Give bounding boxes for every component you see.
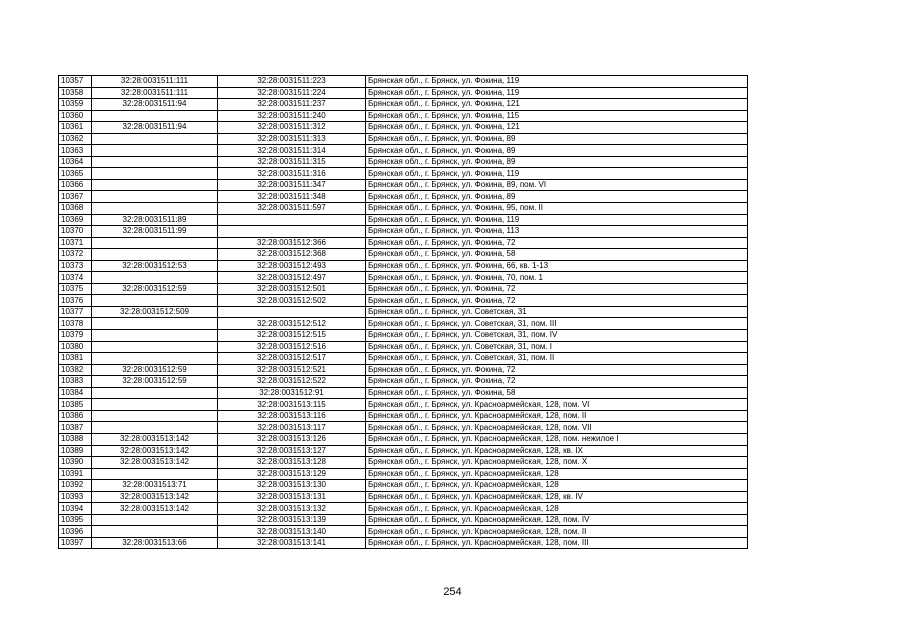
cadastral-number-cell: 32:28:0031511:314 [218,145,366,157]
page-number: 254 [443,586,462,598]
cadastral-number-cell: 32:28:0031511:224 [218,87,366,99]
parent-cadastral-number-cell [92,203,218,215]
row-number-cell: 10383 [59,376,92,388]
parent-cadastral-number-cell [92,156,218,168]
cadastral-number-cell: 32:28:0031511:597 [218,203,366,215]
address-cell: Брянская обл., г. Брянск, ул. Красноармейская, 128, пом. III [366,537,748,549]
row-number-cell: 10364 [59,156,92,168]
table-row [59,226,748,238]
row-number-cell: 10379 [59,330,92,342]
address-cell: Брянская обл., г. Брянск, ул. Фокина, 89 [366,145,748,157]
parent-cadastral-number-cell [92,318,218,330]
address-cell: Брянская обл., г. Брянск, ул. Фокина, 72 [366,295,748,307]
cadastral-number-cell: 32:28:0031512:515 [218,330,366,342]
row-number-cell: 10365 [59,168,92,180]
cadastral-number-cell: 32:28:0031512:501 [218,283,366,295]
table-row [59,422,748,434]
table-row [59,260,748,272]
cadastral-number-cell: 32:28:0031513:129 [218,468,366,480]
cadastral-number-cell: 32:28:0031511:223 [218,76,366,88]
parent-cadastral-number-cell [92,526,218,538]
cadastral-number-cell: 32:28:0031512:368 [218,249,366,261]
table-row [59,237,748,249]
cadastral-number-cell: 32:28:0031512:516 [218,341,366,353]
parent-cadastral-number-cell: 32:28:0031512:509 [92,306,218,318]
cadastral-number-cell: 32:28:0031511:313 [218,133,366,145]
parent-cadastral-number-cell [92,514,218,526]
parent-cadastral-number-cell [92,133,218,145]
cadastral-number-cell: 32:28:0031511:315 [218,156,366,168]
address-cell: Брянская обл., г. Брянск, ул. Советская, 31 [366,306,748,318]
table-row [59,399,748,411]
row-number-cell: 10392 [59,480,92,492]
address-cell: Брянская обл., г. Брянск, ул. Фокина, 72 [366,364,748,376]
row-number-cell: 10366 [59,179,92,191]
row-number-cell: 10396 [59,526,92,538]
address-cell: Брянская обл., г. Брянск, ул. Фокина, 115 [366,110,748,122]
address-cell: Брянская обл., г. Брянск, ул. Красноармейская, 128, пом. II [366,526,748,538]
row-number-cell: 10357 [59,76,92,88]
parent-cadastral-number-cell: 32:28:0031511:99 [92,226,218,238]
parent-cadastral-number-cell: 32:28:0031513:71 [92,480,218,492]
address-cell: Брянская обл., г. Брянск, ул. Красноармейская, 128 [366,480,748,492]
parent-cadastral-number-cell [92,237,218,249]
address-cell: Брянская обл., г. Брянск, ул. Фокина, 119 [366,76,748,88]
cadastral-number-cell: 32:28:0031513:131 [218,491,366,503]
row-number-cell: 10381 [59,353,92,365]
table-row [59,457,748,469]
parent-cadastral-number-cell [92,341,218,353]
parent-cadastral-number-cell [92,249,218,261]
table-row [59,76,748,88]
parent-cadastral-number-cell: 32:28:0031511:111 [92,87,218,99]
parent-cadastral-number-cell: 32:28:0031512:59 [92,376,218,388]
address-cell: Брянская обл., г. Брянск, ул. Фокина, 121 [366,122,748,134]
address-cell: Брянская обл., г. Брянск, ул. Красноармейская, 128 [366,468,748,480]
row-number-cell: 10369 [59,214,92,226]
cadastral-number-cell: 32:28:0031511:312 [218,122,366,134]
table-row [59,214,748,226]
cadastral-number-cell: 32:28:0031511:240 [218,110,366,122]
parent-cadastral-number-cell [92,110,218,122]
address-cell: Брянская обл., г. Брянск, ул. Красноармейская, 128, пом. VII [366,422,748,434]
address-cell: Брянская обл., г. Брянск, ул. Фокина, 72 [366,376,748,388]
row-number-cell: 10382 [59,364,92,376]
row-number-cell: 10358 [59,87,92,99]
row-number-cell: 10385 [59,399,92,411]
cadastral-registry-table [58,75,748,549]
row-number-cell: 10384 [59,387,92,399]
table-row [59,526,748,538]
cadastral-number-cell: 32:28:0031511:316 [218,168,366,180]
address-cell: Брянская обл., г. Брянск, ул. Красноармейская, 128, пом. IV [366,514,748,526]
parent-cadastral-number-cell: 32:28:0031513:142 [92,433,218,445]
table-row [59,249,748,261]
table-row [59,341,748,353]
parent-cadastral-number-cell [92,191,218,203]
cadastral-number-cell: 32:28:0031513:141 [218,537,366,549]
parent-cadastral-number-cell [92,387,218,399]
address-cell: Брянская обл., г. Брянск, ул. Красноармейская, 128, пом. X [366,457,748,469]
address-cell: Брянская обл., г. Брянск, ул. Фокина, 113 [366,226,748,238]
table-row [59,537,748,549]
registry-table-body [59,76,748,549]
table-row [59,191,748,203]
cadastral-number-cell: 32:28:0031512:493 [218,260,366,272]
address-cell: Брянская обл., г. Брянск, ул. Фокина, 72 [366,283,748,295]
parent-cadastral-number-cell [92,168,218,180]
address-cell: Брянская обл., г. Брянск, ул. Фокина, 89 [366,133,748,145]
row-number-cell: 10375 [59,283,92,295]
parent-cadastral-number-cell [92,295,218,307]
row-number-cell: 10359 [59,99,92,111]
address-cell: Брянская обл., г. Брянск, ул. Советская, 31, пом. III [366,318,748,330]
table-row [59,156,748,168]
address-cell: Брянская обл., г. Брянск, ул. Красноармейская, 128, пом. II [366,410,748,422]
cadastral-number-cell: 32:28:0031512:522 [218,376,366,388]
row-number-cell: 10370 [59,226,92,238]
row-number-cell: 10373 [59,260,92,272]
cadastral-number-cell: 32:28:0031512:512 [218,318,366,330]
parent-cadastral-number-cell [92,422,218,434]
address-cell: Брянская обл., г. Брянск, ул. Красноармейская, 128, пом. VI [366,399,748,411]
cadastral-number-cell: 32:28:0031511:348 [218,191,366,203]
table-row [59,445,748,457]
parent-cadastral-number-cell [92,272,218,284]
cadastral-number-cell: 32:28:0031512:517 [218,353,366,365]
table-row [59,122,748,134]
table-row [59,272,748,284]
cadastral-number-cell: 32:28:0031513:116 [218,410,366,422]
parent-cadastral-number-cell: 32:28:0031512:59 [92,283,218,295]
row-number-cell: 10378 [59,318,92,330]
table-row [59,318,748,330]
table-row [59,306,748,318]
table-row [59,387,748,399]
table-row [59,480,748,492]
table-row [59,203,748,215]
address-cell: Брянская обл., г. Брянск, ул. Фокина, 95, пом. II [366,203,748,215]
parent-cadastral-number-cell [92,145,218,157]
table-row [59,87,748,99]
table-row [59,99,748,111]
table-row [59,468,748,480]
parent-cadastral-number-cell: 32:28:0031511:94 [92,99,218,111]
row-number-cell: 10393 [59,491,92,503]
cadastral-number-cell: 32:28:0031512:521 [218,364,366,376]
cadastral-number-cell: 32:28:0031512:91 [218,387,366,399]
cadastral-number-cell: 32:28:0031513:128 [218,457,366,469]
cadastral-number-cell: 32:28:0031512:502 [218,295,366,307]
row-number-cell: 10367 [59,191,92,203]
cadastral-number-cell: 32:28:0031513:115 [218,399,366,411]
row-number-cell: 10376 [59,295,92,307]
table-row [59,295,748,307]
table-row [59,145,748,157]
parent-cadastral-number-cell: 32:28:0031513:66 [92,537,218,549]
parent-cadastral-number-cell [92,468,218,480]
cadastral-number-cell [218,214,366,226]
row-number-cell: 10397 [59,537,92,549]
parent-cadastral-number-cell [92,353,218,365]
address-cell: Брянская обл., г. Брянск, ул. Красноармейская, 128, кв. IV [366,491,748,503]
parent-cadastral-number-cell [92,330,218,342]
row-number-cell: 10372 [59,249,92,261]
row-number-cell: 10389 [59,445,92,457]
row-number-cell: 10387 [59,422,92,434]
parent-cadastral-number-cell: 32:28:0031513:142 [92,503,218,515]
row-number-cell: 10363 [59,145,92,157]
row-number-cell: 10388 [59,433,92,445]
table-row [59,503,748,515]
address-cell: Брянская обл., г. Брянск, ул. Фокина, 89 [366,191,748,203]
table-row [59,364,748,376]
table-row [59,410,748,422]
cadastral-number-cell: 32:28:0031511:347 [218,179,366,191]
row-number-cell: 10360 [59,110,92,122]
table-row [59,283,748,295]
cadastral-number-cell: 32:28:0031513:127 [218,445,366,457]
address-cell: Брянская обл., г. Брянск, ул. Советская, 31, пом. I [366,341,748,353]
table-row [59,110,748,122]
row-number-cell: 10377 [59,306,92,318]
parent-cadastral-number-cell [92,179,218,191]
cadastral-number-cell [218,226,366,238]
table-row [59,491,748,503]
parent-cadastral-number-cell: 32:28:0031513:142 [92,457,218,469]
row-number-cell: 10362 [59,133,92,145]
address-cell: Брянская обл., г. Брянск, ул. Фокина, 72 [366,237,748,249]
row-number-cell: 10395 [59,514,92,526]
parent-cadastral-number-cell: 32:28:0031511:94 [92,122,218,134]
table-row [59,376,748,388]
parent-cadastral-number-cell: 32:28:0031511:89 [92,214,218,226]
parent-cadastral-number-cell: 32:28:0031513:142 [92,491,218,503]
address-cell: Брянская обл., г. Брянск, ул. Советская, 31, пом. IV [366,330,748,342]
cadastral-number-cell: 32:28:0031513:126 [218,433,366,445]
row-number-cell: 10374 [59,272,92,284]
row-number-cell: 10386 [59,410,92,422]
table-row [59,168,748,180]
address-cell: Брянская обл., г. Брянск, ул. Фокина, 58 [366,387,748,399]
parent-cadastral-number-cell [92,410,218,422]
row-number-cell: 10380 [59,341,92,353]
table-row [59,514,748,526]
row-number-cell: 10390 [59,457,92,469]
address-cell: Брянская обл., г. Брянск, ул. Красноармейская, 128, кв. IX [366,445,748,457]
table-row [59,179,748,191]
parent-cadastral-number-cell: 32:28:0031511:111 [92,76,218,88]
row-number-cell: 10361 [59,122,92,134]
address-cell: Брянская обл., г. Брянск, ул. Фокина, 70, пом. 1 [366,272,748,284]
address-cell: Брянская обл., г. Брянск, ул. Красноармейская, 128, пом. нежилое I [366,433,748,445]
cadastral-number-cell: 32:28:0031511:237 [218,99,366,111]
cadastral-number-cell: 32:28:0031512:366 [218,237,366,249]
address-cell: Брянская обл., г. Брянск, ул. Фокина, 89, пом. VI [366,179,748,191]
table-row [59,353,748,365]
address-cell: Брянская обл., г. Брянск, ул. Красноармейская, 128 [366,503,748,515]
address-cell: Брянская обл., г. Брянск, ул. Фокина, 66, кв. 1-13 [366,260,748,272]
address-cell: Брянская обл., г. Брянск, ул. Фокина, 89 [366,156,748,168]
parent-cadastral-number-cell: 32:28:0031513:142 [92,445,218,457]
parent-cadastral-number-cell: 32:28:0031512:59 [92,364,218,376]
cadastral-number-cell: 32:28:0031513:117 [218,422,366,434]
table-row [59,133,748,145]
table-row [59,330,748,342]
address-cell: Брянская обл., г. Брянск, ул. Советская, 31, пом. II [366,353,748,365]
address-cell: Брянская обл., г. Брянск, ул. Фокина, 121 [366,99,748,111]
parent-cadastral-number-cell [92,399,218,411]
row-number-cell: 10394 [59,503,92,515]
address-cell: Брянская обл., г. Брянск, ул. Фокина, 119 [366,214,748,226]
cadastral-number-cell: 32:28:0031513:130 [218,480,366,492]
address-cell: Брянская обл., г. Брянск, ул. Фокина, 119 [366,87,748,99]
cadastral-number-cell: 32:28:0031512:497 [218,272,366,284]
cadastral-number-cell: 32:28:0031513:139 [218,514,366,526]
row-number-cell: 10368 [59,203,92,215]
row-number-cell: 10391 [59,468,92,480]
cadastral-number-cell: 32:28:0031513:140 [218,526,366,538]
cadastral-number-cell: 32:28:0031513:132 [218,503,366,515]
table-row [59,433,748,445]
address-cell: Брянская обл., г. Брянск, ул. Фокина, 119 [366,168,748,180]
parent-cadastral-number-cell: 32:28:0031512:53 [92,260,218,272]
address-cell: Брянская обл., г. Брянск, ул. Фокина, 58 [366,249,748,261]
row-number-cell: 10371 [59,237,92,249]
cadastral-number-cell [218,306,366,318]
